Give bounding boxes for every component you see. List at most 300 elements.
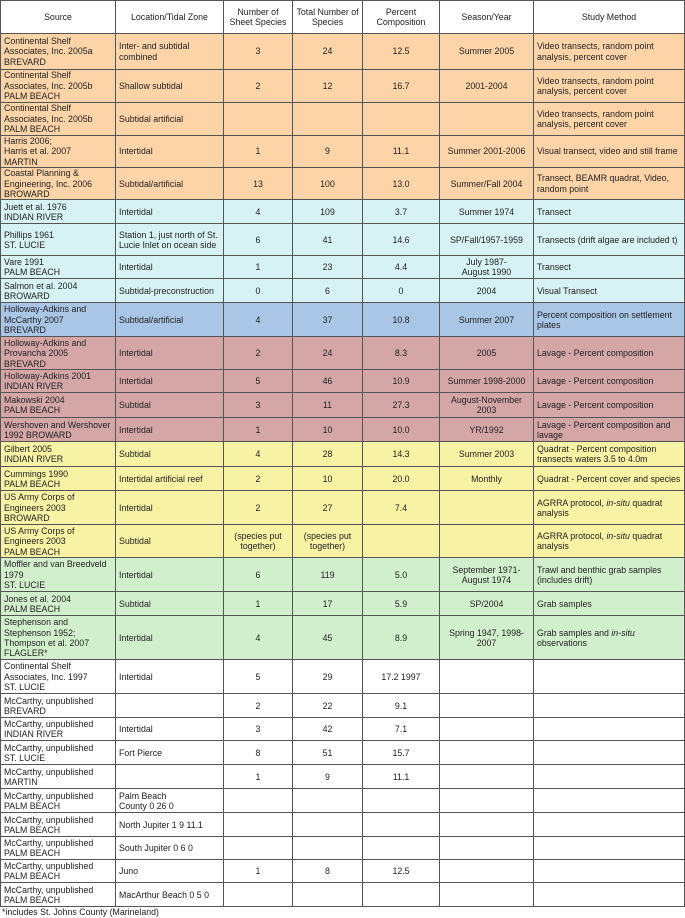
cell-total-species xyxy=(293,837,363,860)
cell-source xyxy=(1,837,116,860)
cell-percent xyxy=(363,337,440,370)
cell-text: Holloway-Adkins 2001 INDIAN RIVER xyxy=(4,371,92,392)
cell-source xyxy=(1,525,116,558)
cell-season xyxy=(440,370,534,393)
cell-text: 27.3 xyxy=(392,400,410,411)
cell-total-species xyxy=(293,103,363,136)
cell-sheet-species xyxy=(224,883,293,907)
cell-text: Continental Shelf Associates, Inc. 2005a BREVARD xyxy=(4,35,93,67)
cell-sheet-species xyxy=(224,200,293,224)
cell-text: Stephenson and Stephenson 1952; Thompson et al. 2007 FLAGLER* xyxy=(4,617,90,659)
cell-text: 2 xyxy=(255,502,261,513)
table-row xyxy=(1,765,685,789)
cell-total-species xyxy=(293,616,363,660)
cell-text: 46 xyxy=(322,376,333,387)
cell-source xyxy=(1,337,116,370)
cell-text: 17.2 1997 xyxy=(381,671,421,682)
cell-text: 1 xyxy=(255,598,261,609)
cell-text: 2 xyxy=(255,80,261,91)
cell-text: 10.8 xyxy=(392,314,410,325)
table-row xyxy=(1,883,685,907)
cell-total-species xyxy=(293,558,363,592)
cell-text: 7.1 xyxy=(394,724,408,735)
cell-source xyxy=(1,70,116,103)
table-row xyxy=(1,525,685,558)
table-row xyxy=(1,694,685,718)
cell-text: 28 xyxy=(322,449,333,460)
cell-sheet-species xyxy=(224,303,293,337)
table-row xyxy=(1,70,685,103)
cell-text: Coastal Planning & Engineering, Inc. 2006 BROWARD xyxy=(4,168,93,200)
cell-location xyxy=(116,34,224,70)
cell-text: Video transects, random point analysis, percent cover xyxy=(537,41,654,62)
cell-sheet-species xyxy=(224,337,293,370)
cell-text: 12 xyxy=(322,80,333,91)
cell-season xyxy=(440,660,534,694)
cell-text: Intertidal xyxy=(119,146,153,157)
cell-text: 6 xyxy=(255,569,261,580)
cell-total-species xyxy=(293,525,363,558)
cell-text: 12.5 xyxy=(392,866,410,877)
cell-text: SP/Fall/1957-1959 xyxy=(450,234,523,245)
cell-text: Continental Shelf Associates, Inc. 2005b PALM BEACH xyxy=(4,103,93,135)
cell-season xyxy=(440,442,534,467)
table-row xyxy=(1,279,685,303)
cell-method xyxy=(534,256,685,279)
cell-sheet-species xyxy=(224,660,293,694)
cell-text: 4 xyxy=(255,206,261,217)
cell-text: Summer 1998-2000 xyxy=(447,376,526,387)
cell-percent xyxy=(363,224,440,256)
cell-percent xyxy=(363,883,440,907)
cell-text: 10 xyxy=(322,473,333,484)
cell-text: 8 xyxy=(325,866,330,877)
cell-location xyxy=(116,224,224,256)
cell-total-species xyxy=(293,718,363,741)
cell-text: 6 xyxy=(325,285,330,296)
cell-text: Visual Transect xyxy=(537,285,597,296)
cell-sheet-species xyxy=(224,467,293,491)
cell-text: Summer 2003 xyxy=(458,449,515,460)
cell-season xyxy=(440,860,534,883)
cell-location xyxy=(116,442,224,467)
cell-percent xyxy=(363,558,440,592)
table-row xyxy=(1,418,685,442)
cell-method xyxy=(534,558,685,592)
cell-method xyxy=(534,136,685,168)
cell-method xyxy=(534,660,685,694)
cell-sheet-species xyxy=(224,418,293,442)
cell-text: Subtidal artificial xyxy=(119,113,184,124)
cell-source xyxy=(1,558,116,592)
cell-method xyxy=(534,837,685,860)
cell-total-species xyxy=(293,224,363,256)
cell-text: Summer/Fall 2004 xyxy=(450,178,523,189)
cell-percent xyxy=(363,34,440,70)
header-sheet-species: Number of Sheet Species xyxy=(224,1,293,34)
cell-text: Spring 1947, 1998- 2007 xyxy=(449,627,524,648)
cell-percent xyxy=(363,765,440,789)
cell-total-species xyxy=(293,279,363,303)
cell-location xyxy=(116,279,224,303)
table-row xyxy=(1,558,685,592)
cell-source xyxy=(1,279,116,303)
cell-text: 4 xyxy=(255,314,261,325)
cell-text: Quadrat - Percent composition transects waters 3.5 to 4.0m xyxy=(537,444,657,465)
table-row xyxy=(1,491,685,525)
cell-source xyxy=(1,616,116,660)
cell-total-species xyxy=(293,789,363,813)
cell-sheet-species xyxy=(224,168,293,200)
header-location: Location/Tidal Zone xyxy=(116,1,224,34)
table-row xyxy=(1,741,685,765)
cell-location xyxy=(116,303,224,337)
cell-percent xyxy=(363,660,440,694)
cell-location xyxy=(116,370,224,393)
cell-location xyxy=(116,558,224,592)
cell-text: 3 xyxy=(255,400,261,411)
cell-location xyxy=(116,660,224,694)
cell-text: 17 xyxy=(322,598,333,609)
cell-source xyxy=(1,136,116,168)
cell-text: Continental Shelf Associates, Inc. 1997 ST. LUCIE xyxy=(4,661,88,693)
cell-percent xyxy=(363,393,440,418)
cell-location xyxy=(116,718,224,741)
table-body xyxy=(1,34,685,907)
cell-text: 2 xyxy=(255,700,261,711)
cell-text: MacArthur Beach 0 5 0 xyxy=(119,889,209,900)
cell-sheet-species xyxy=(224,718,293,741)
cell-percent xyxy=(363,370,440,393)
cell-method xyxy=(534,718,685,741)
cell-location xyxy=(116,70,224,103)
cell-total-species xyxy=(293,694,363,718)
cell-percent xyxy=(363,616,440,660)
cell-percent xyxy=(363,694,440,718)
cell-location xyxy=(116,168,224,200)
cell-sheet-species xyxy=(224,256,293,279)
cell-method xyxy=(534,370,685,393)
cell-season xyxy=(440,592,534,616)
cell-text: Holloway-Adkins and McCarthy 2007 BREVARD xyxy=(4,304,87,336)
cell-text: 6 xyxy=(255,234,261,245)
cell-percent xyxy=(363,303,440,337)
cell-percent xyxy=(363,279,440,303)
cell-location xyxy=(116,592,224,616)
cell-source xyxy=(1,303,116,337)
cell-location xyxy=(116,789,224,813)
cell-text: 4 xyxy=(255,449,261,460)
cell-text: US Army Corps of Engineers 2003 BROWARD xyxy=(4,492,75,524)
table-row xyxy=(1,136,685,168)
table-row xyxy=(1,592,685,616)
cell-location xyxy=(116,813,224,837)
cell-total-species xyxy=(293,741,363,765)
cell-location xyxy=(116,765,224,789)
cell-text: 2005 xyxy=(476,348,497,359)
cell-text: Jones et al. 2004 PALM BEACH xyxy=(4,593,72,614)
cell-season xyxy=(440,70,534,103)
cell-season xyxy=(440,103,534,136)
cell-sheet-species xyxy=(224,765,293,789)
cell-source xyxy=(1,467,116,491)
cell-season xyxy=(440,765,534,789)
cell-text: Summer 2001-2006 xyxy=(447,146,526,157)
cell-sheet-species xyxy=(224,558,293,592)
cell-method xyxy=(534,168,685,200)
cell-method: AGRRA protocol, in-situ quadrat analysis xyxy=(534,491,685,525)
cell-total-species xyxy=(293,136,363,168)
cell-method: Grab samples and in-situ observations xyxy=(534,616,685,660)
cell-text: 2 xyxy=(255,473,261,484)
cell-text: Video transects, random point analysis, percent cover xyxy=(537,75,654,96)
cell-sheet-species xyxy=(224,694,293,718)
cell-text: 10.0 xyxy=(392,424,410,435)
cell-location xyxy=(116,393,224,418)
cell-total-species xyxy=(293,370,363,393)
cell-source xyxy=(1,718,116,741)
cell-text: 100 xyxy=(320,178,335,189)
cell-text: 1 xyxy=(255,866,261,877)
cell-method xyxy=(534,442,685,467)
cell-sheet-species xyxy=(224,442,293,467)
cell-method xyxy=(534,200,685,224)
cell-text: 5.0 xyxy=(394,569,408,580)
cell-text: 0 xyxy=(398,285,404,296)
header-season: Season/Year xyxy=(440,1,534,34)
cell-text: 13.0 xyxy=(392,178,410,189)
cell-text: 10.9 xyxy=(392,376,410,387)
cell-text: 12.5 xyxy=(392,46,410,57)
cell-text: 4 xyxy=(255,632,261,643)
cell-text: Summer 2007 xyxy=(458,314,515,325)
cell-text: Visual transect, video and still frame xyxy=(537,146,678,157)
cell-text: 9.1 xyxy=(394,700,408,711)
cell-text: Cummings 1990 PALM BEACH xyxy=(4,468,69,489)
cell-text: Gilbert 2005 INDIAN RIVER xyxy=(4,444,64,465)
cell-location xyxy=(116,883,224,907)
cell-sheet-species xyxy=(224,34,293,70)
cell-total-species xyxy=(293,467,363,491)
table-row xyxy=(1,837,685,860)
cell-text: 2004 xyxy=(476,285,497,296)
cell-text: July 1987- August 1990 xyxy=(461,257,512,278)
cell-source xyxy=(1,883,116,907)
cell-text: Phillips 1961 ST. LUCIE xyxy=(4,229,54,250)
cell-text: 8 xyxy=(255,747,261,758)
cell-text: 1 xyxy=(255,424,261,435)
cell-text: Juno xyxy=(119,866,139,877)
cell-text: McCarthy, unpublished PALM BEACH xyxy=(4,884,94,905)
cell-text: Percent composition on settlement plates xyxy=(537,309,672,330)
cell-text: 11 xyxy=(322,400,333,411)
cell-source xyxy=(1,592,116,616)
cell-text: McCarthy, unpublished PALM BEACH xyxy=(4,790,94,811)
cell-total-species xyxy=(293,34,363,70)
cell-text: Holloway-Adkins and Provancha 2005 BREVARD xyxy=(4,337,87,369)
table-row xyxy=(1,860,685,883)
cell-location xyxy=(116,491,224,525)
cell-season xyxy=(440,303,534,337)
cell-source xyxy=(1,491,116,525)
cell-text: Transect, BEAMR quadrat, Video, random point xyxy=(537,173,670,194)
table-row xyxy=(1,303,685,337)
cell-season xyxy=(440,813,534,837)
cell-method xyxy=(534,70,685,103)
header-method: Study Method xyxy=(534,1,685,34)
cell-season xyxy=(440,616,534,660)
cell-season xyxy=(440,718,534,741)
cell-total-species xyxy=(293,765,363,789)
table-row xyxy=(1,660,685,694)
cell-location xyxy=(116,837,224,860)
cell-method xyxy=(534,694,685,718)
cell-text: Video transects, random point analysis, percent cover xyxy=(537,108,654,129)
cell-source xyxy=(1,224,116,256)
cell-text: Station 1, just north of St. Lucie Inlet on ocean side xyxy=(119,229,218,250)
table-row xyxy=(1,256,685,279)
table-row xyxy=(1,168,685,200)
cell-text: 5 xyxy=(255,671,261,682)
cell-text: Transect xyxy=(537,206,571,217)
table-row xyxy=(1,467,685,491)
cell-percent xyxy=(363,789,440,813)
cell-text: 24 xyxy=(322,46,333,57)
table-row xyxy=(1,103,685,136)
table-row xyxy=(1,337,685,370)
table-row xyxy=(1,813,685,837)
table-row xyxy=(1,370,685,393)
cell-text: Subtidal-preconstruction xyxy=(119,285,214,296)
cell-method: AGRRA protocol, in-situ quadrat analysis xyxy=(534,525,685,558)
cell-sheet-species xyxy=(224,279,293,303)
cell-text: Intertidal xyxy=(119,724,153,735)
cell-location xyxy=(116,741,224,765)
footnote: *includes St. Johns County (Marineland) xyxy=(2,907,159,918)
cell-method xyxy=(534,337,685,370)
cell-text: Subtidal xyxy=(119,598,151,609)
cell-season xyxy=(440,694,534,718)
cell-season xyxy=(440,200,534,224)
cell-text: 4.4 xyxy=(394,262,408,273)
cell-percent xyxy=(363,718,440,741)
cell-season xyxy=(440,279,534,303)
cell-season xyxy=(440,467,534,491)
cell-percent xyxy=(363,168,440,200)
cell-percent xyxy=(363,813,440,837)
cell-text: September 1971- August 1974 xyxy=(452,564,521,585)
cell-percent xyxy=(363,256,440,279)
cell-text: 3.7 xyxy=(394,206,408,217)
cell-total-species xyxy=(293,491,363,525)
cell-method xyxy=(534,103,685,136)
cell-sheet-species xyxy=(224,837,293,860)
cell-text: 51 xyxy=(322,747,333,758)
cell-sheet-species xyxy=(224,616,293,660)
cell-text: Subtidal xyxy=(119,449,151,460)
cell-season xyxy=(440,837,534,860)
cell-text: Summer 1974 xyxy=(458,206,515,217)
cell-text: 8.3 xyxy=(394,348,408,359)
cell-text: South Jupiter 0 6 0 xyxy=(119,843,193,854)
cell-method xyxy=(534,467,685,491)
cell-text: McCarthy, unpublished PALM BEACH xyxy=(4,861,94,882)
cell-text: North Jupiter 1 9 11.1 xyxy=(119,819,203,830)
cell-percent xyxy=(363,467,440,491)
cell-text: 2 xyxy=(255,348,261,359)
cell-text: Intertidal artificial reef xyxy=(119,473,203,484)
cell-method xyxy=(534,741,685,765)
cell-text: 14.3 xyxy=(392,449,410,460)
cell-text: Subtidal xyxy=(119,536,151,547)
cell-text: 3 xyxy=(255,724,261,735)
cell-text: Inter- and subtidal combined xyxy=(119,41,190,62)
cell-source xyxy=(1,370,116,393)
cell-text: McCarthy, unpublished INDIAN RIVER xyxy=(4,719,94,740)
cell-total-species xyxy=(293,592,363,616)
cell-text: US Army Corps of Engineers 2003 PALM BEACH xyxy=(4,525,75,557)
table-row xyxy=(1,224,685,256)
cell-text: 37 xyxy=(322,314,333,325)
cell-text: Subtidal/artificial xyxy=(119,314,184,325)
cell-sheet-species xyxy=(224,860,293,883)
cell-text: Subtidal/artificial xyxy=(119,178,184,189)
cell-text: Subtidal xyxy=(119,400,151,411)
table-row xyxy=(1,442,685,467)
cell-text: Lavage - Percent composition xyxy=(537,376,654,387)
cell-percent xyxy=(363,592,440,616)
cell-percent xyxy=(363,860,440,883)
cell-text: 11.1 xyxy=(392,771,410,782)
cell-location xyxy=(116,136,224,168)
cell-source xyxy=(1,168,116,200)
cell-text: 5.9 xyxy=(394,598,408,609)
cell-text: Palm Beach County 0 26 0 xyxy=(119,790,174,811)
cell-total-species xyxy=(293,418,363,442)
cell-source xyxy=(1,741,116,765)
cell-text: 11.1 xyxy=(392,146,410,157)
cell-text: Makowski 2004 PALM BEACH xyxy=(4,395,65,416)
cell-text: Summer 2005 xyxy=(458,46,515,57)
cell-method xyxy=(534,224,685,256)
cell-text: 20.0 xyxy=(392,473,410,484)
cell-text: Fort Pierce xyxy=(119,747,163,758)
cell-season xyxy=(440,256,534,279)
cell-sheet-species xyxy=(224,70,293,103)
cell-text: McCarthy, unpublished PALM BEACH xyxy=(4,814,94,835)
cell-sheet-species xyxy=(224,103,293,136)
cell-text: YR/1992 xyxy=(469,424,504,435)
cell-text: Vare 1991 PALM BEACH xyxy=(4,257,61,278)
cell-text: Transect xyxy=(537,262,571,273)
cell-season xyxy=(440,168,534,200)
cell-text: Moffler and van Breedveld 1979 ST. LUCIE xyxy=(4,559,107,591)
cell-text: 13 xyxy=(253,178,263,189)
cell-season xyxy=(440,136,534,168)
cell-location xyxy=(116,525,224,558)
cell-method xyxy=(534,279,685,303)
cell-text: Lavage - Percent composition xyxy=(537,400,654,411)
cell-source xyxy=(1,34,116,70)
cell-season xyxy=(440,34,534,70)
cell-text: 3 xyxy=(255,46,261,57)
cell-text: 7.4 xyxy=(394,502,408,513)
cell-text: 119 xyxy=(320,569,335,580)
cell-source xyxy=(1,860,116,883)
cell-total-species xyxy=(293,70,363,103)
cell-season xyxy=(440,789,534,813)
cell-text: Lavage - Percent composition xyxy=(537,348,654,359)
